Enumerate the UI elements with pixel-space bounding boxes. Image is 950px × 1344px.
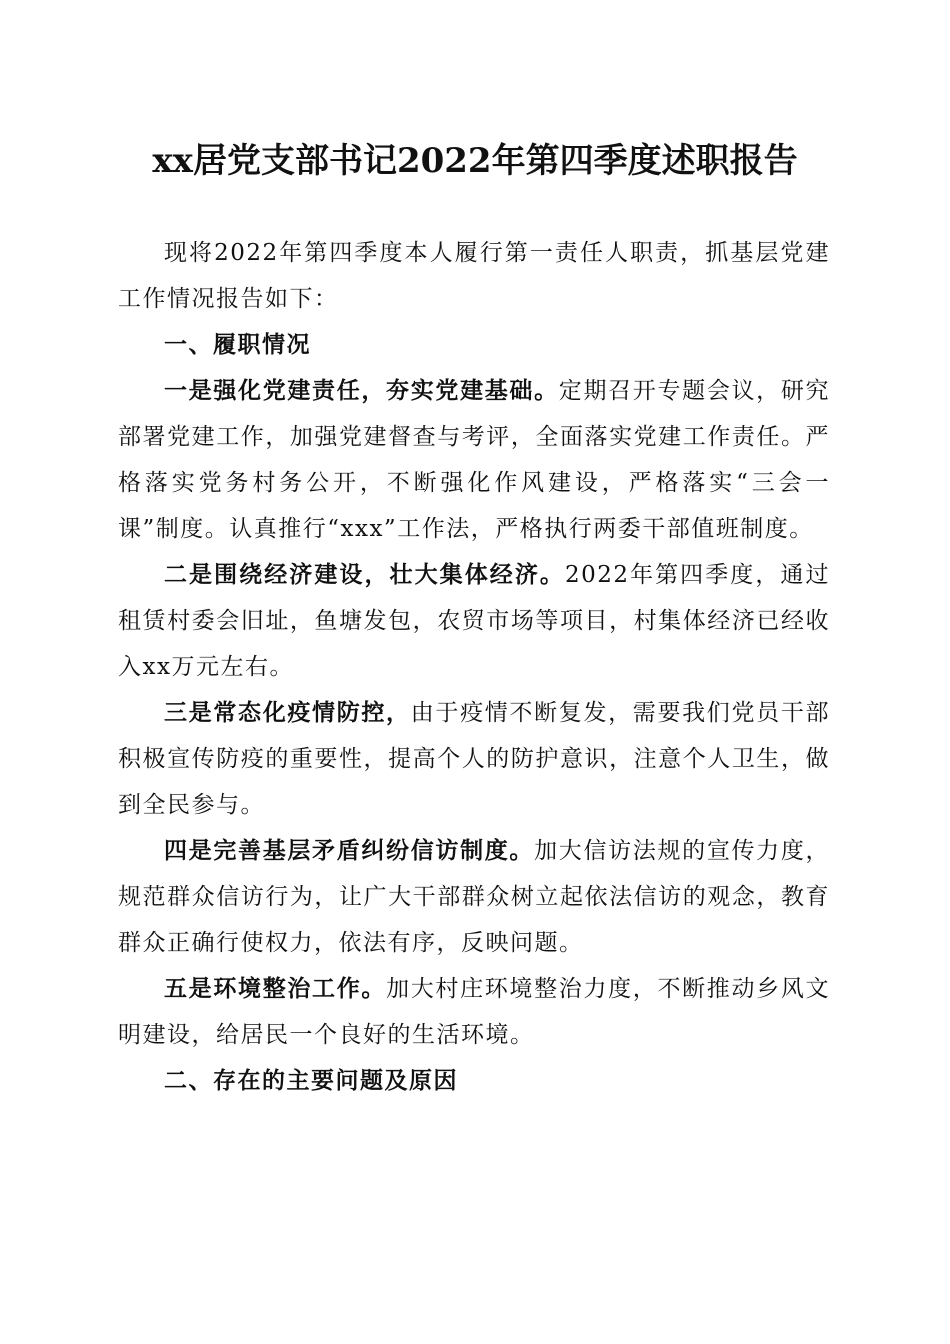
item-paragraph-2: [118, 552, 830, 690]
item-paragraph-3: [118, 690, 830, 828]
item-lead-5: 五是环境整治工作。: [164, 976, 387, 1002]
section-heading-1: 一、履职情况: [164, 332, 311, 358]
item-text-1: 定期召开专题会议，研究部署党建工作，加强党建督查与考评，全面落实党建工作责任。严格落实党务村务公开，不断强化作风建设，严格落实“三会一课”制度。认真推行“xxx”工作法，严格执行两委干部值班制度。: [118, 378, 831, 542]
item-text-2: 2022年第四季度，通过租赁村委会旧址，鱼塘发包，农贸市场等项目，村集体经济已经收入xx万元左右。: [118, 562, 830, 680]
item-lead-4: 四是完善基层矛盾纠纷信访制度。: [164, 838, 535, 864]
item-text-4: 加大信访法规的宣传力度，规范群众信访行为，让广大干部群众树立起依法信访的观念，教育群众正确行使权力，依法有序，反映问题。: [118, 838, 831, 956]
item-lead-3: 三是常态化疫情防控，: [164, 700, 411, 726]
item-lead-2: 二是围绕经济建设，壮大集体经济。: [164, 562, 565, 588]
item-lead-1: 一是强化党建责任，夯实党建基础。: [164, 378, 559, 404]
document-body: [118, 230, 830, 1104]
item-paragraph-5: [118, 966, 830, 1058]
item-paragraph-1: [118, 368, 830, 552]
item-text-5: 加大村庄环境整治力度，不断推动乡风文明建设，给居民一个良好的生活环境。: [118, 976, 831, 1048]
item-paragraph-4: [118, 828, 830, 966]
item-text-3: 由于疫情不断复发，需要我们党员干部积极宣传防疫的重要性，提高个人的防护意识，注意个人卫生，做到全民参与。: [118, 700, 831, 818]
section-heading-2: 二、存在的主要问题及原因: [164, 1068, 458, 1094]
document-title: xx居党支部书记2022年第四季度述职报告: [152, 141, 798, 181]
intro-paragraph: 现将2022年第四季度本人履行第一责任人职责，抓基层党建工作情况报告如下：: [118, 240, 830, 312]
